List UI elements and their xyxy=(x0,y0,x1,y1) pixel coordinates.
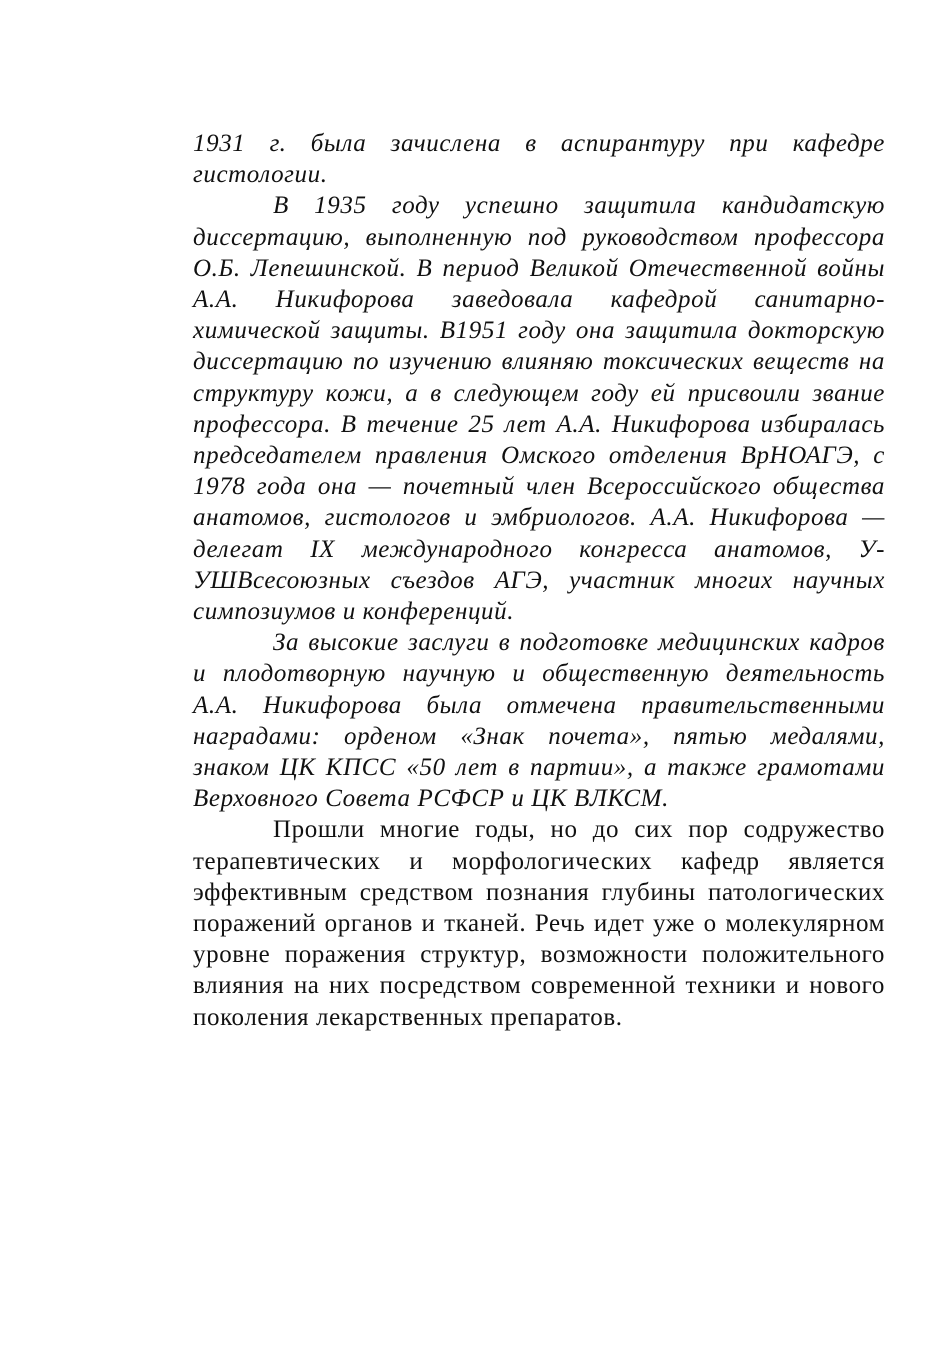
paragraph-cooperation: Прошли многие годы, но до сих пор содружество терапевтических и морфологических кафедр является эффективным средством познания глубины патологических поражений органов и тканей. Речь идет уже о молекулярном уровне поражения структур, возможности положительного влияния на них посредством современной техники и нового поколения лекарственных препаратов. xyxy=(193,816,885,1031)
paragraph-awards: За высокие заслуги в подготовке медицинских кадров и плодотворную научную и общественную деятельность А.А. Никифорова была отмечена правительственными наградами: орденом «Знак почета», пятью медалями, знаком ЦК КПСС «50 лет в партии», а также грамотами Верховного Совета РСФСР и ЦК ВЛКСМ. xyxy=(193,629,885,813)
text-body xyxy=(193,128,885,1033)
paragraph-aspirantura: 1931 г. была зачислена в аспирантуру при кафедре гистологии. xyxy=(193,130,885,189)
paragraph-dissertation: В 1935 году успешно защитила кандидатскую диссертацию, выполненную под руководством профессора О.Б. Лепешинской. В период Великой Отечественной войны А.А. Никифорова заведовала кафедрой санитарно-химической защиты. В1951 году она защитила докторскую диссертацию по изучению влияняю токсических веществ на структуру кожи, а в следующем году ей присвоили звание профессора. В течение 25 лет А.А. Никифорова избиралась председателем правления Омского отделения ВрНОАГЭ, с 1978 года она — почетный член Всероссийского общества анатомов, гистологов и эмбриологов. А.А. Никифорова — делегат IX международного конгресса анатомов, У-УШВсесоюзных съездов АГЭ, участник многих научных симпозиумов и конференций. xyxy=(193,192,885,626)
